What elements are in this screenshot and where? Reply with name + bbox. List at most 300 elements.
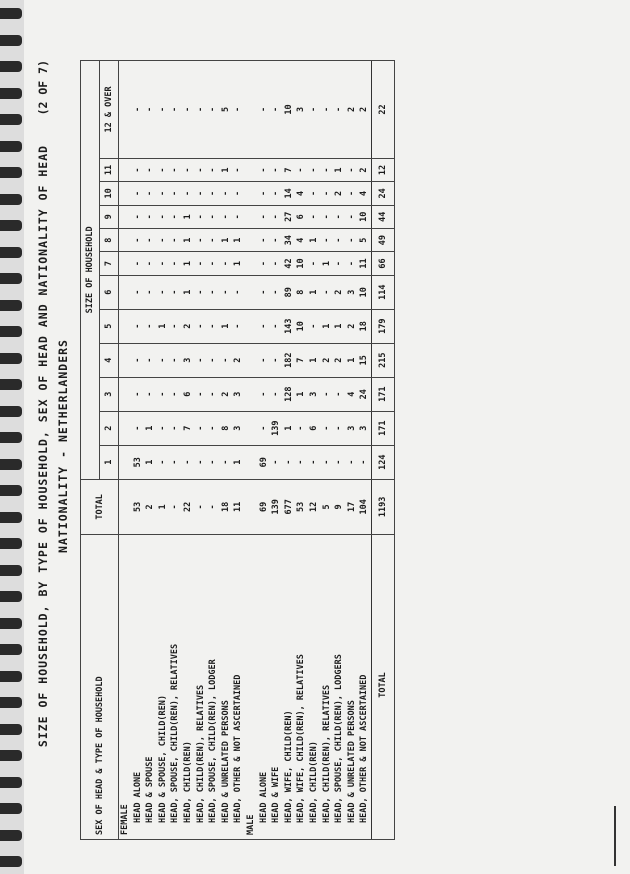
col-header: 6 xyxy=(100,275,119,309)
cell-value: 6 xyxy=(308,425,319,431)
cell-value: - xyxy=(321,106,332,112)
cell-value: 2 xyxy=(233,357,244,363)
cell-value: - xyxy=(132,237,143,243)
cell-value: - xyxy=(208,391,219,397)
cell-value: - xyxy=(182,190,193,196)
cell-value: 34 xyxy=(283,235,294,246)
total-value: 22 xyxy=(371,61,394,159)
cell-value: - xyxy=(271,214,282,220)
cell-value: - xyxy=(157,459,168,465)
value-column xyxy=(245,343,371,377)
cell-value: 677 xyxy=(283,499,294,515)
cell-value: 1 xyxy=(233,237,244,243)
value-column xyxy=(245,205,371,228)
cell-value: - xyxy=(258,190,269,196)
cell-value: 1 xyxy=(145,425,156,431)
cell-value: - xyxy=(271,106,282,112)
cell-value: - xyxy=(321,459,332,465)
cell-value: - xyxy=(132,190,143,196)
cell-value: - xyxy=(271,167,282,173)
cell-value: - xyxy=(220,190,231,196)
cell-value: - xyxy=(334,425,345,431)
cell-value: - xyxy=(195,106,206,112)
cell-value: 1 xyxy=(308,289,319,295)
value-column xyxy=(119,343,245,377)
binding-ring-icon xyxy=(0,512,22,523)
cell-value: - xyxy=(170,106,181,112)
binding-ring-icon xyxy=(0,618,22,629)
cell-value: 17 xyxy=(346,501,357,512)
cell-value: - xyxy=(195,459,206,465)
cell-value: 1 xyxy=(182,214,193,220)
cell-value: - xyxy=(157,425,168,431)
cell-value: 2 xyxy=(346,323,357,329)
cell-value: 5 xyxy=(321,504,332,510)
cell-value: 3 xyxy=(233,425,244,431)
binding-ring-icon xyxy=(0,300,22,311)
value-column xyxy=(245,228,371,251)
cell-value: - xyxy=(208,214,219,220)
cell-value: 3 xyxy=(346,289,357,295)
col-header: 12 & OVER xyxy=(100,61,119,159)
binding-ring-icon xyxy=(0,565,22,576)
row-labels xyxy=(245,535,371,840)
cell-value: - xyxy=(195,289,206,295)
cell-value: 3 xyxy=(308,391,319,397)
value-column xyxy=(119,411,245,445)
cell-value: 27 xyxy=(283,211,294,222)
value-column xyxy=(245,445,371,479)
cell-value: 6 xyxy=(296,214,307,220)
cell-value: - xyxy=(195,357,206,363)
cell-value: - xyxy=(170,504,181,510)
value-column xyxy=(245,158,371,181)
cell-value: - xyxy=(195,190,206,196)
binding-ring-icon xyxy=(0,406,22,417)
page-number: (2 OF 7) xyxy=(36,60,50,116)
row-header: SEX OF HEAD & TYPE OF HOUSEHOLD xyxy=(81,535,119,840)
cell-value: - xyxy=(157,106,168,112)
value-column xyxy=(119,158,245,181)
cell-value: - xyxy=(308,167,319,173)
cell-value: 18 xyxy=(220,501,231,512)
cell-value: 7 xyxy=(182,425,193,431)
cell-value: - xyxy=(195,237,206,243)
cell-value: - xyxy=(233,214,244,220)
cell-value: - xyxy=(170,260,181,267)
binding-ring-icon xyxy=(0,697,22,708)
cell-value: 1 xyxy=(182,237,193,243)
row-label: HEAD & UNRELATED PERSONS xyxy=(346,700,357,823)
cell-value: 10 xyxy=(283,104,294,115)
cell-value: - xyxy=(271,190,282,196)
row-label: HEAD, SPOUSE, CHILD(REN), RELATIVES xyxy=(170,643,181,823)
cell-value: - xyxy=(157,357,168,363)
cell-value: 1 xyxy=(283,425,294,431)
col-header: 1 xyxy=(100,445,119,479)
row-label: HEAD, SPOUSE, CHILD(REN), LODGERS xyxy=(334,654,345,823)
cell-value: 11 xyxy=(359,258,370,269)
cell-value: 5 xyxy=(220,106,231,112)
cell-value: - xyxy=(170,289,181,295)
binding-ring-icon xyxy=(0,724,22,735)
col-header: 4 xyxy=(100,343,119,377)
value-column xyxy=(119,275,245,309)
cell-value: - xyxy=(145,106,156,112)
col-header: 9 xyxy=(100,205,119,228)
cell-value: - xyxy=(308,323,319,329)
cell-value: - xyxy=(157,391,168,397)
page-edge xyxy=(614,806,624,866)
cell-value: 2 xyxy=(182,323,193,329)
value-column xyxy=(119,182,245,205)
binding-ring-icon xyxy=(0,141,22,152)
cell-value: 1 xyxy=(296,391,307,397)
cell-value: - xyxy=(258,214,269,220)
cell-value: - xyxy=(308,459,319,465)
row-label: HEAD, CHILD(REN) xyxy=(308,741,319,823)
cell-value: 1 xyxy=(321,323,332,329)
cell-value: 1 xyxy=(182,260,193,267)
cell-value: - xyxy=(271,260,282,267)
row-label: HEAD, CHILD(REN), RELATIVES xyxy=(321,684,332,823)
col-header: 7 xyxy=(100,252,119,275)
cell-value: 7 xyxy=(296,357,307,363)
row-label: HEAD, CHILD(REN) xyxy=(182,741,193,823)
cell-value: 4 xyxy=(296,237,307,243)
row-label: HEAD, WIFE, CHILD(REN), RELATIVES xyxy=(296,654,307,823)
cell-value: - xyxy=(208,425,219,431)
total-value: 66 xyxy=(371,252,394,275)
cell-value: 10 xyxy=(359,211,370,222)
cell-value: 3 xyxy=(296,106,307,112)
cell-value: 5 xyxy=(359,237,370,243)
group-header: SIZE OF HOUSEHOLD xyxy=(81,61,100,480)
cell-value: 1 xyxy=(308,357,319,363)
total-value: 215 xyxy=(371,343,394,377)
cell-value: - xyxy=(346,459,357,465)
cell-value: - xyxy=(233,289,244,295)
cell-value: - xyxy=(258,106,269,112)
col-header: 5 xyxy=(100,309,119,343)
binding-ring-icon xyxy=(0,379,22,390)
binding-ring-icon xyxy=(0,8,22,19)
cell-value: - xyxy=(170,425,181,431)
cell-value: - xyxy=(132,391,143,397)
cell-value: - xyxy=(170,391,181,397)
cell-value: 69 xyxy=(258,457,269,468)
cell-value: 1 xyxy=(334,167,345,173)
cell-value: 1 xyxy=(308,237,319,243)
binding-ring-icon xyxy=(0,644,22,655)
cell-value: 10 xyxy=(359,287,370,298)
cell-value: - xyxy=(195,214,206,220)
cell-value: - xyxy=(271,323,282,329)
cell-value: 2 xyxy=(334,357,345,363)
cell-value: 1 xyxy=(145,459,156,465)
cell-value: - xyxy=(346,260,357,267)
cell-value: - xyxy=(258,237,269,243)
cell-value: - xyxy=(321,289,332,295)
cell-value: 8 xyxy=(296,289,307,295)
binding-ring-icon xyxy=(0,220,22,231)
cell-value: 12 xyxy=(308,501,319,512)
cell-value: - xyxy=(208,289,219,295)
value-column xyxy=(245,411,371,445)
cell-value: - xyxy=(182,167,193,173)
cell-value: 143 xyxy=(283,318,294,334)
cell-value: - xyxy=(208,323,219,329)
value-column xyxy=(245,479,371,534)
binding-ring-icon xyxy=(0,114,22,125)
row-labels xyxy=(119,535,245,840)
cell-value: 2 xyxy=(359,167,370,173)
row-label: HEAD, SPOUSE, CHILD(REN), LODGER xyxy=(208,659,219,823)
cell-value: 139 xyxy=(271,420,282,436)
cell-value: - xyxy=(233,106,244,112)
total-value: 24 xyxy=(371,182,394,205)
total-value: 44 xyxy=(371,205,394,228)
row-label: HEAD ALONE xyxy=(132,771,143,823)
cell-value: - xyxy=(258,391,269,397)
cell-value: - xyxy=(170,357,181,363)
cell-value: - xyxy=(145,391,156,397)
value-column xyxy=(119,479,245,534)
cell-value: - xyxy=(170,214,181,220)
cell-value: 22 xyxy=(182,501,193,512)
binding-ring-icon xyxy=(0,538,22,549)
cell-value: - xyxy=(195,260,206,267)
cell-value: 4 xyxy=(359,190,370,196)
binding-ring-icon xyxy=(0,353,22,364)
cell-value: - xyxy=(157,289,168,295)
total-value: 49 xyxy=(371,228,394,251)
row-label: HEAD, OTHER & NOT ASCERTAINED xyxy=(359,674,370,823)
cell-value: - xyxy=(334,391,345,397)
cell-value: 11 xyxy=(233,501,244,512)
cell-value: - xyxy=(296,167,307,173)
cell-value: - xyxy=(308,106,319,112)
cell-value: 53 xyxy=(132,501,143,512)
cell-value: 1 xyxy=(233,459,244,465)
cell-value: - xyxy=(170,459,181,465)
cell-value: - xyxy=(195,323,206,329)
total-label: TOTAL xyxy=(371,535,394,840)
cell-value: - xyxy=(233,190,244,196)
cell-value: - xyxy=(220,289,231,295)
cell-value: - xyxy=(182,106,193,112)
cell-value: - xyxy=(170,167,181,173)
page-title: SIZE OF HOUSEHOLD, BY TYPE OF HOUSEHOLD, SEX OF HEAD AND NATIONALITY OF HEAD xyxy=(36,144,50,748)
cell-value: - xyxy=(132,323,143,329)
cell-value: - xyxy=(346,190,357,196)
cell-value: - xyxy=(334,106,345,112)
cell-value: - xyxy=(271,289,282,295)
cell-value: 1 xyxy=(182,289,193,295)
cell-value: - xyxy=(195,391,206,397)
cell-value: - xyxy=(258,289,269,295)
cell-value: 4 xyxy=(296,190,307,196)
cell-value: - xyxy=(145,237,156,243)
cell-value: - xyxy=(233,323,244,329)
cell-value: - xyxy=(271,391,282,397)
cell-value: 3 xyxy=(359,425,370,431)
rotated-page xyxy=(36,46,576,846)
cell-value: 128 xyxy=(283,386,294,402)
cell-value: 10 xyxy=(296,258,307,269)
cell-value: 69 xyxy=(258,501,269,512)
col-total-header: TOTAL xyxy=(81,479,119,534)
binding-ring-icon xyxy=(0,61,22,72)
col-header: 2 xyxy=(100,411,119,445)
cell-value: 2 xyxy=(346,106,357,112)
cell-value: 104 xyxy=(359,499,370,515)
cell-value: - xyxy=(208,504,219,510)
cell-value: - xyxy=(132,357,143,363)
cell-value: - xyxy=(195,167,206,173)
value-column xyxy=(119,228,245,251)
value-column xyxy=(245,61,371,159)
cell-value: 6 xyxy=(182,391,193,397)
cell-value: - xyxy=(283,459,294,465)
cell-value: - xyxy=(334,260,345,267)
cell-value: 7 xyxy=(283,167,294,173)
cell-value: 1 xyxy=(220,237,231,243)
cell-value: - xyxy=(334,237,345,243)
cell-value: - xyxy=(258,260,269,267)
cell-value: - xyxy=(346,214,357,220)
value-column xyxy=(119,252,245,275)
cell-value: - xyxy=(271,237,282,243)
row-label: HEAD, OTHER & NOT ASCERTAINED xyxy=(233,674,244,823)
cell-value: - xyxy=(208,459,219,465)
cell-value: - xyxy=(170,323,181,329)
cell-value: - xyxy=(195,504,206,510)
total-value: 1193 xyxy=(371,479,394,534)
cell-value: 14 xyxy=(283,188,294,199)
cell-value: 1 xyxy=(157,504,168,510)
total-value: 179 xyxy=(371,309,394,343)
cell-value: - xyxy=(258,323,269,329)
binding-ring-icon xyxy=(0,856,22,867)
cell-value: - xyxy=(145,167,156,173)
cell-value: - xyxy=(321,391,332,397)
section-label: FEMALE xyxy=(120,804,130,835)
cell-value: - xyxy=(258,425,269,431)
cell-value: - xyxy=(157,214,168,220)
cell-value: 1 xyxy=(334,323,345,329)
binding-ring-icon xyxy=(0,88,22,99)
binding-ring-icon xyxy=(0,830,22,841)
cell-value: - xyxy=(157,237,168,243)
cell-value: 1 xyxy=(157,323,168,329)
value-column xyxy=(119,377,245,411)
binding-ring-icon xyxy=(0,803,22,814)
cell-value: - xyxy=(208,106,219,112)
cell-value: - xyxy=(296,459,307,465)
row-label: HEAD & SPOUSE, CHILD(REN) xyxy=(157,695,168,823)
value-column xyxy=(245,252,371,275)
cell-value: - xyxy=(157,167,168,173)
cell-value: - xyxy=(220,459,231,465)
cell-value: 2 xyxy=(220,391,231,397)
total-value: 124 xyxy=(371,445,394,479)
row-label: HEAD ALONE xyxy=(258,771,269,823)
value-column xyxy=(245,275,371,309)
household-table xyxy=(80,60,395,840)
cell-value: - xyxy=(208,167,219,173)
binding-ring-icon xyxy=(0,432,22,443)
binding-ring-icon xyxy=(0,750,22,761)
binding-ring-icon xyxy=(0,591,22,602)
section-male xyxy=(245,61,371,840)
cell-value: 2 xyxy=(334,289,345,295)
cell-value: - xyxy=(208,357,219,363)
binding-ring-icon xyxy=(0,35,22,46)
cell-value: 53 xyxy=(132,457,143,468)
cell-value: - xyxy=(334,214,345,220)
cell-value: 18 xyxy=(359,321,370,332)
binding-ring-icon xyxy=(0,485,22,496)
cell-value: - xyxy=(145,323,156,329)
cell-value: 89 xyxy=(283,287,294,298)
total-value: 12 xyxy=(371,158,394,181)
cell-value: - xyxy=(208,190,219,196)
cell-value: - xyxy=(132,106,143,112)
cell-value: - xyxy=(321,237,332,243)
cell-value: 9 xyxy=(334,504,345,510)
cell-value: - xyxy=(157,190,168,196)
cell-value: - xyxy=(271,357,282,363)
value-column xyxy=(119,205,245,228)
cell-value: - xyxy=(145,260,156,267)
cell-value: - xyxy=(145,214,156,220)
cell-value: 10 xyxy=(296,321,307,332)
cell-value: 1 xyxy=(220,167,231,173)
cell-value: 182 xyxy=(283,352,294,368)
cell-value: - xyxy=(170,190,181,196)
page-subtitle: NATIONALITY - NETHERLANDERS xyxy=(56,339,70,553)
cell-value: - xyxy=(359,459,370,465)
cell-value: 2 xyxy=(334,190,345,196)
cell-value: - xyxy=(145,357,156,363)
binding-ring-icon xyxy=(0,194,22,205)
cell-value: 139 xyxy=(271,499,282,515)
cell-value: - xyxy=(321,214,332,220)
cell-value: 4 xyxy=(346,391,357,397)
cell-value: - xyxy=(258,357,269,363)
value-column xyxy=(245,377,371,411)
cell-value: 53 xyxy=(296,501,307,512)
col-header: 3 xyxy=(100,377,119,411)
col-header: 8 xyxy=(100,228,119,251)
binding-ring-icon xyxy=(0,273,22,284)
value-column xyxy=(119,61,245,159)
binding-ring-icon xyxy=(0,671,22,682)
total-value: 171 xyxy=(371,377,394,411)
binding-ring-icon xyxy=(0,167,22,178)
cell-value: 1 xyxy=(220,323,231,329)
cell-value: - xyxy=(208,237,219,243)
cell-value: - xyxy=(321,425,332,431)
cell-value: - xyxy=(296,425,307,431)
cell-value: - xyxy=(308,190,319,196)
binding-ring-icon xyxy=(0,326,22,337)
cell-value: 3 xyxy=(182,357,193,363)
value-column xyxy=(245,309,371,343)
cell-value: 15 xyxy=(359,355,370,366)
cell-value: - xyxy=(233,167,244,173)
